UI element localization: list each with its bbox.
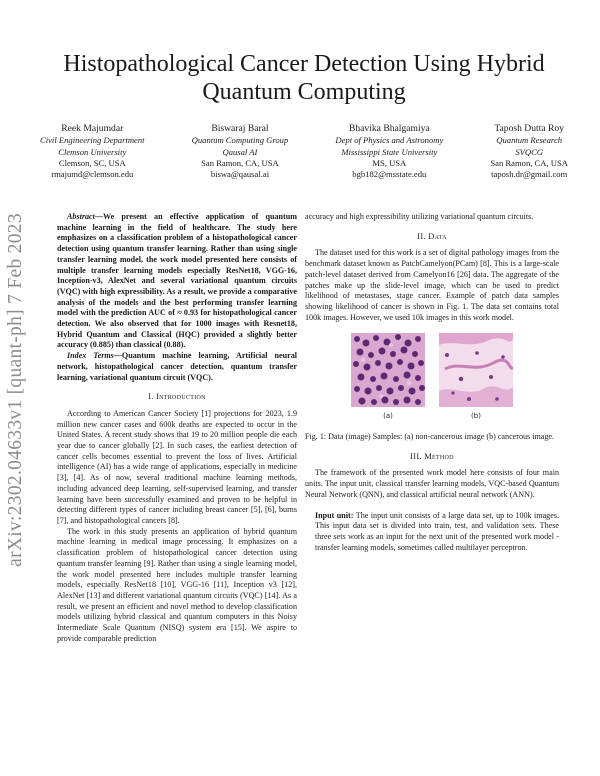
author-location: MS, USA [372, 157, 407, 168]
author-email: bgb182@msstate.edu [352, 169, 427, 180]
body-paragraph: The framework of the presented work model here consists of four main units. The input unit, classical transfer learning models, VQC-based Quantum Neural Network (QNN), and classical artificial neural network (ANN). [305, 468, 559, 499]
section-heading-method: III. Method [410, 451, 454, 461]
section-heading-introduction: I. Introduction [148, 392, 206, 402]
author-email: taposh.dr@gmail.com [491, 169, 568, 180]
author-block [490, 123, 568, 180]
non-cancerous-tissue-image [351, 333, 425, 407]
section-heading-data: II. Data [417, 231, 447, 241]
author-department: Civil Engineering Department [40, 135, 145, 146]
abstract-label: Abstract [67, 212, 95, 221]
author-location: San Ramon, CA, USA [490, 157, 568, 168]
author-organization: Clemson University [58, 146, 127, 157]
paper-title: Histopathological Cancer Detection Using Hybrid Quantum Computing [63, 51, 545, 105]
author-organization: Mississippi State University [341, 146, 438, 157]
author-location: San Ramon, CA, USA [201, 157, 279, 168]
abstract-text: We present an effective application of quantum machine learning in the field of healthcare. The study here emphasizes on a classification problem of a histopathological cancer detection using quantum transfer learning. Rather than using single transfer learning model, the work model presented here consists of multiple transfer learning models especially ResNet18, VGG-16, Inception-v3, AlexNet and several variational quantum circuits (VQC) with high expressibility. As a result, we provide a comparative analysis of the models and the best performing transfer learning model with the prediction AUC of ≈ 0.93 for histopathological cancer detection. We also observed that for 1000 images with Resnet18, Hybrid Quantum and Classical (HQC) provided a slightly better accuracy (0.885) than classical (0.88). [57, 212, 297, 350]
index-terms-label: Index Terms [67, 351, 114, 361]
author-location: Clemson, SC, USA [58, 157, 126, 168]
index-terms-text: Quantum machine learning, Artificial neural network, histopathological cancer detection, quantum transfer learning, variational quantum circuit (VQC). [57, 351, 298, 382]
author-department: Quantum Computing Group [191, 135, 289, 146]
body-paragraph: The dataset used for this work is a set of digital pathology images from the benchmark dataset known as PatchCamelyon(PCam) [8]. This is a large-scale patch-level dataset derived from Camelyon16 [26] data. The aggregate of the patches make up the slide-level image, which can be used to predict likelihood of metastases, stage cancer. Example of patch data samples showing likelihood of cancer is shown in Fig. 1. The data set contains total 100k images. However, we used 10k images in this work model. [305, 248, 559, 322]
author-name: Bhavika Bhalgamiya [348, 123, 430, 134]
abstract: Abstract—We present an effective application of quantum machine learning in the field of healthcare. The study here emphasizes on a classification problem of a histopathological cancer detection using quantum transfer learning. Rather than using single transfer learning model, the work model presented here consists of multiple transfer learning models especially ResNet18, VGG-16, Inception-v3, AlexNet and several variational quantum circuits (VQC) with high expressibility. As a result, we provide a comparative analysis of the models and the best performing transfer learning model with the prediction AUC of ≈ 0.93 for histopathological cancer detection. We also observed that for 1000 images with Resnet18, Hybrid Quantum and Classical (HQC) provided a slightly better accuracy (0.885) than classical (0.88). [57, 212, 297, 350]
figure-1b-label: (b) [471, 412, 481, 421]
body-paragraph: The work in this study presents an application of hybrid quantum machine learning in medical image processing. It emphasizes on a classification problem of histopathological cancer detection using quantum transfer learning [9]. Rather than using a single learning model, the work model presented here includes multiple transfer learning models, especially ResNet18 [10], VGG-16 [11], Inception v3 [12], AlexNet [13] and different variational quantum circuits (VQC) [14]. As a result, we present an efficient and novel method to develop classification models utilizing hybrid classical and quantum computers in this Noisy Intermediate Scale Quantum (NISQ) system era [15]. We aspire to provide comparable prediction [57, 526, 297, 643]
body-paragraph: According to American Cancer Society [1] projections for 2023, 1.9 million new cancer cases and 600k deaths are expected to occur in the United States. A recent study shows that 19 to 20 million people die each year due to cancer globally [2]. In such cases, the earliest detection of cancer cells becomes essential to prevent the loss of lives. Artificial intelligence (AI) has a wide range of applications, especially in medicine [3], [4]. As of now, several traditional machine learning methods, including advanced deep learning, self-supervised learning, and transfer learning have been successfully examined and proven to be helpful in detecting different types of cancer including breast cancer [5], [6], burns [7], and histopathological cancers [8]. [57, 408, 297, 525]
arxiv-identifier-stamp [4, 205, 28, 575]
figure-1a [351, 333, 425, 422]
right-column [305, 212, 559, 553]
author-email: rmajumd@clemson.edu [51, 169, 134, 180]
author-list [40, 123, 568, 180]
figure-1 [305, 333, 559, 422]
author-block [40, 123, 145, 180]
cancerous-tissue-image [439, 333, 513, 407]
author-name: Taposh Dutta Roy [494, 123, 565, 134]
author-organization: Qausal AI [222, 146, 258, 157]
index-terms: Index Terms—Quantum machine learning, Artificial neural network, histopathological cancer detection, quantum transfer learning, variational quantum circuit (VQC). [57, 351, 298, 382]
author-name: Biswaraj Baral [211, 123, 269, 134]
author-block [335, 123, 443, 180]
input-unit-text: The input unit consists of a large data set, up to 100k images. This input data set is divided into train, test, and validation sets. These three sets work as an input for the next unit of the presented work model - transfer learning models, sometimes called multilayer perceptron. [315, 510, 559, 552]
arxiv-identifier: arXiv:2302.04633v1 [quant-ph] 7 Feb 2023 [5, 213, 26, 567]
author-email: biswa@qausal.ai [210, 169, 270, 180]
input-unit-label: Input unit: [315, 510, 354, 520]
input-unit-paragraph [315, 511, 559, 554]
author-department: Dept of Physics and Astronomy [335, 135, 444, 146]
figure-1b [439, 333, 513, 422]
author-block [192, 123, 289, 180]
body-paragraph: accuracy and high expressibility utilizing variational quantum circuits. [305, 212, 534, 221]
author-department: Quantum Research [496, 135, 563, 146]
author-name: Reek Majumdar [61, 123, 124, 134]
figure-1a-label: (a) [383, 412, 393, 421]
figure-1-caption: Fig. 1: Data (image) Samples: (a) non-cancerous image (b) cancerous image. [305, 432, 555, 442]
left-column [57, 212, 297, 644]
author-organization: SVQCG [515, 146, 544, 157]
